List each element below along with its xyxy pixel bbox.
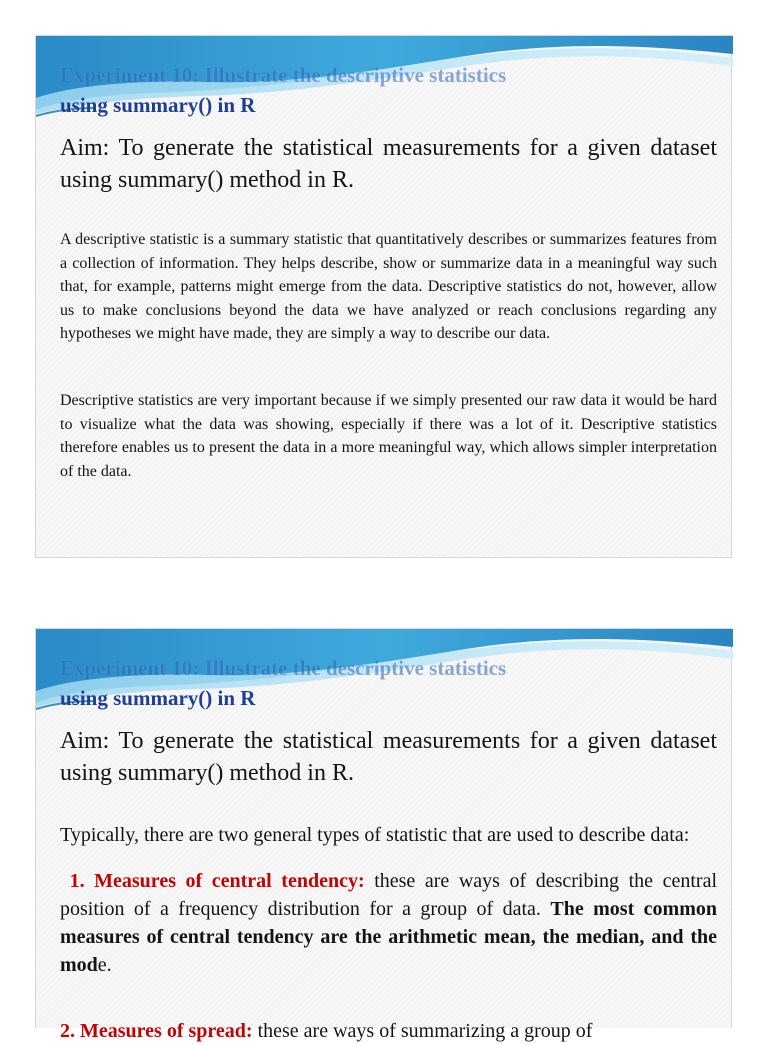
- list-item-spread: [60, 1017, 592, 1045]
- list-item-central-tendency: [60, 867, 717, 979]
- slide-title-line2: using summary() in R: [60, 93, 256, 117]
- slide-title-line1: Experiment 10: Illustrate the descriptive statistics: [60, 63, 507, 87]
- slide-1: [35, 35, 732, 558]
- slide-title: [60, 653, 700, 713]
- slide-title-line2: using summary() in R: [60, 686, 256, 710]
- slide-title: [60, 60, 700, 120]
- central-tendency-end: e.: [97, 954, 112, 976]
- types-of-statistics: [60, 821, 717, 997]
- central-tendency-bold: The most common measures of central tendency are the arithmetic mean, the median, and the mod: [60, 898, 717, 976]
- central-tendency-heading: 1. Measures of central tendency:: [69, 870, 365, 892]
- spread-heading: 2. Measures of spread:: [60, 1020, 253, 1042]
- slide-2: [35, 628, 732, 1042]
- central-tendency-text: these are ways of describing the central position of a frequency distribution for a group of data.: [60, 870, 718, 920]
- aim-statement: Aim: To generate the statistical measurements for a given dataset using summary() method in R.: [60, 728, 717, 786]
- spread-text: these are ways of summarizing a group of: [252, 1020, 593, 1042]
- slide-title-line1: Experiment 10: Illustrate the descriptive statistics: [60, 656, 507, 680]
- intro-text: Typically, there are two general types of statistic that are used to describe data:: [60, 824, 690, 846]
- aim-statement: Aim: To generate the statistical measurements for a given dataset using summary() method in R.: [60, 135, 717, 193]
- paragraph-importance: Descriptive statistics are very important because if we simply presented our raw data it would be hard to visualize what the data was showing, especially if there was a lot of it. Descriptive statistics therefore enables us to present the data in a more meaningful way, which allows simpler interpretation of the data.: [60, 392, 717, 480]
- paragraph-definition: A descriptive statistic is a summary statistic that quantitatively describes or summarizes features from a collection of information. They helps describe, show or summarize data in a meaningful way such that, for example, patterns might emerge from the data. Descriptive statistics do not, however, allow us to make conclusions beyond the data we have analyzed or reach conclusions regarding any hypotheses we might have made, they are simply a way to describe our data.: [60, 231, 717, 342]
